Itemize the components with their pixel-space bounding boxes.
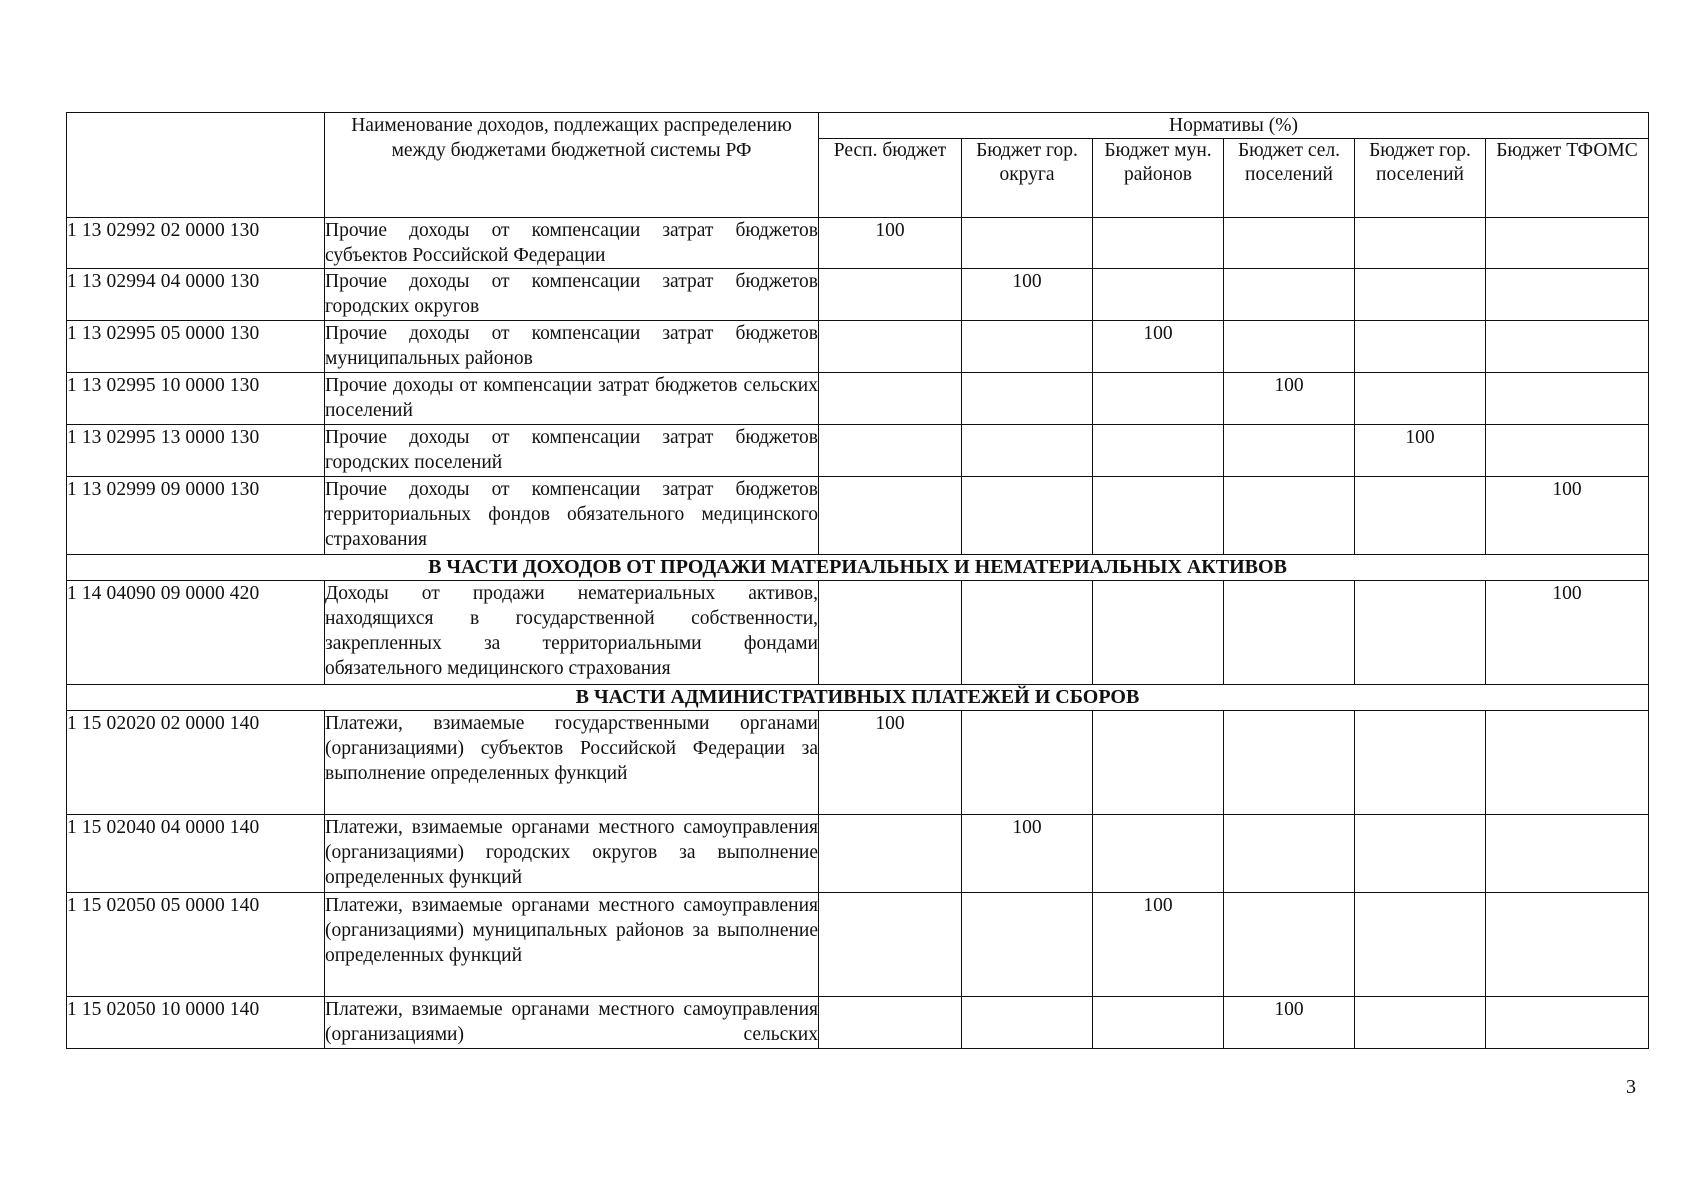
- revenue-code: 1 15 02050 05 0000 140: [67, 893, 325, 997]
- value-cell: [962, 893, 1093, 997]
- revenue-name: Платежи, взимаемые государственными органами (организациями) субъектов Российской Федерации за выполнение определенных функций: [325, 711, 819, 815]
- value-cell: [1093, 269, 1224, 321]
- section-row: [67, 555, 1649, 581]
- value-cell: [1093, 373, 1224, 425]
- value-cell: [962, 425, 1093, 477]
- value-cell: [1486, 373, 1649, 425]
- value-cell: [1486, 269, 1649, 321]
- value-cell: [819, 269, 962, 321]
- column-header-city-district-budget: Бюджет гор. округа: [962, 139, 1093, 218]
- revenue-code: 1 15 02050 10 0000 140: [67, 997, 325, 1049]
- value-cell: [1486, 815, 1649, 893]
- revenue-code: 1 13 02995 05 0000 130: [67, 321, 325, 373]
- table-row: [67, 425, 1649, 477]
- value-cell: [962, 373, 1093, 425]
- value-cell: 100: [819, 218, 962, 269]
- value-cell: 100: [1355, 425, 1486, 477]
- table-row: [67, 581, 1649, 685]
- value-cell: [1093, 581, 1224, 685]
- table-row: [67, 997, 1649, 1049]
- revenue-name: Платежи, взимаемые органами местного самоуправления (организациями) сельских: [325, 997, 819, 1049]
- value-cell: [819, 477, 962, 555]
- revenue-name: Платежи, взимаемые органами местного самоуправления (организациями) городских округов за выполнение определенных функций: [325, 815, 819, 893]
- table-row: [67, 477, 1649, 555]
- value-cell: [1224, 218, 1355, 269]
- value-cell: [1486, 997, 1649, 1049]
- revenue-code: 1 15 02020 02 0000 140: [67, 711, 325, 815]
- value-cell: [962, 477, 1093, 555]
- value-cell: [962, 711, 1093, 815]
- column-header-urban-settlement-budget: Бюджет гор. поселений: [1355, 139, 1486, 218]
- value-cell: [1355, 477, 1486, 555]
- revenue-code: 1 13 02994 04 0000 130: [67, 269, 325, 321]
- code-header-cell: [67, 113, 325, 218]
- page-number: 3: [1626, 1076, 1636, 1098]
- table-row: [67, 711, 1649, 815]
- value-cell: [1093, 477, 1224, 555]
- revenue-distribution-table: [66, 112, 1649, 1049]
- value-cell: [1355, 581, 1486, 685]
- value-cell: [1093, 815, 1224, 893]
- value-cell: [1355, 711, 1486, 815]
- section-title: В ЧАСТИ ДОХОДОВ ОТ ПРОДАЖИ МАТЕРИАЛЬНЫХ И НЕМАТЕРИАЛЬНЫХ АКТИВОВ: [67, 555, 1649, 581]
- value-cell: [962, 218, 1093, 269]
- value-cell: 100: [1224, 997, 1355, 1049]
- table-row: [67, 893, 1649, 997]
- value-cell: [819, 373, 962, 425]
- revenue-name: Платежи, взимаемые органами местного самоуправления (организациями) муниципальных районов за выполнение определенных функций: [325, 893, 819, 997]
- section-row: [67, 685, 1649, 711]
- revenue-name: Прочие доходы от компенсации затрат бюджетов городских поселений: [325, 425, 819, 477]
- table-row: [67, 321, 1649, 373]
- value-cell: 100: [819, 711, 962, 815]
- value-cell: [1486, 321, 1649, 373]
- value-cell: 100: [962, 269, 1093, 321]
- value-cell: [1093, 997, 1224, 1049]
- revenue-code: 1 13 02995 10 0000 130: [67, 373, 325, 425]
- revenue-name: Прочие доходы от компенсации затрат бюджетов субъектов Российской Федерации: [325, 218, 819, 269]
- value-cell: [1486, 218, 1649, 269]
- table-row: [67, 269, 1649, 321]
- value-cell: [1224, 425, 1355, 477]
- revenue-code: 1 13 02995 13 0000 130: [67, 425, 325, 477]
- value-cell: [1224, 893, 1355, 997]
- column-header-tfoms-budget: Бюджет ТФОМС: [1486, 139, 1649, 218]
- value-cell: [1355, 218, 1486, 269]
- value-cell: [1486, 893, 1649, 997]
- value-cell: [962, 581, 1093, 685]
- value-cell: [1355, 815, 1486, 893]
- value-cell: [819, 581, 962, 685]
- table-row: [67, 373, 1649, 425]
- revenue-code: 1 14 04090 09 0000 420: [67, 581, 325, 685]
- section-title: В ЧАСТИ АДМИНИСТРАТИВНЫХ ПЛАТЕЖЕЙ И СБОРОВ: [67, 685, 1649, 711]
- value-cell: 100: [1224, 373, 1355, 425]
- revenue-code: 1 13 02992 02 0000 130: [67, 218, 325, 269]
- value-cell: [1224, 269, 1355, 321]
- column-header-resp-budget: Респ. бюджет: [819, 139, 962, 218]
- value-cell: [1093, 425, 1224, 477]
- revenue-name: Доходы от продажи нематериальных активов, находящихся в государственной собственности, закрепленных за территориальными фондами обязательного медицинского страхования: [325, 581, 819, 685]
- revenue-code: 1 15 02040 04 0000 140: [67, 815, 325, 893]
- value-cell: [819, 425, 962, 477]
- value-cell: [1224, 581, 1355, 685]
- value-cell: [1355, 893, 1486, 997]
- value-cell: [1224, 815, 1355, 893]
- value-cell: 100: [1486, 477, 1649, 555]
- value-cell: [819, 997, 962, 1049]
- value-cell: 100: [1093, 893, 1224, 997]
- value-cell: 100: [1486, 581, 1649, 685]
- value-cell: [819, 893, 962, 997]
- value-cell: [962, 997, 1093, 1049]
- value-cell: [1355, 321, 1486, 373]
- value-cell: [819, 321, 962, 373]
- normatives-header: Нормативы (%): [819, 113, 1649, 139]
- value-cell: [1093, 711, 1224, 815]
- value-cell: [1093, 218, 1224, 269]
- column-header-municipal-district-budget: Бюджет мун. районов: [1093, 139, 1224, 218]
- value-cell: [1355, 373, 1486, 425]
- value-cell: [819, 815, 962, 893]
- revenue-name: Прочие доходы от компенсации затрат бюджетов сельских поселений: [325, 373, 819, 425]
- revenue-code: 1 13 02999 09 0000 130: [67, 477, 325, 555]
- value-cell: [1355, 997, 1486, 1049]
- column-header-rural-settlement-budget: Бюджет сел. поселений: [1224, 139, 1355, 218]
- revenue-name: Прочие доходы от компенсации затрат бюджетов территориальных фондов обязательного медицинского страхования: [325, 477, 819, 555]
- revenue-name: Прочие доходы от компенсации затрат бюджетов городских округов: [325, 269, 819, 321]
- value-cell: [1224, 321, 1355, 373]
- value-cell: 100: [1093, 321, 1224, 373]
- value-cell: 100: [962, 815, 1093, 893]
- value-cell: [1486, 425, 1649, 477]
- revenue-name: Прочие доходы от компенсации затрат бюджетов муниципальных районов: [325, 321, 819, 373]
- value-cell: [1224, 711, 1355, 815]
- value-cell: [1224, 477, 1355, 555]
- value-cell: [962, 321, 1093, 373]
- name-column-header: Наименование доходов, подлежащих распределению между бюджетами бюджетной системы РФ: [325, 113, 819, 218]
- value-cell: [1486, 711, 1649, 815]
- value-cell: [1355, 269, 1486, 321]
- table-row: [67, 815, 1649, 893]
- table-row: [67, 218, 1649, 269]
